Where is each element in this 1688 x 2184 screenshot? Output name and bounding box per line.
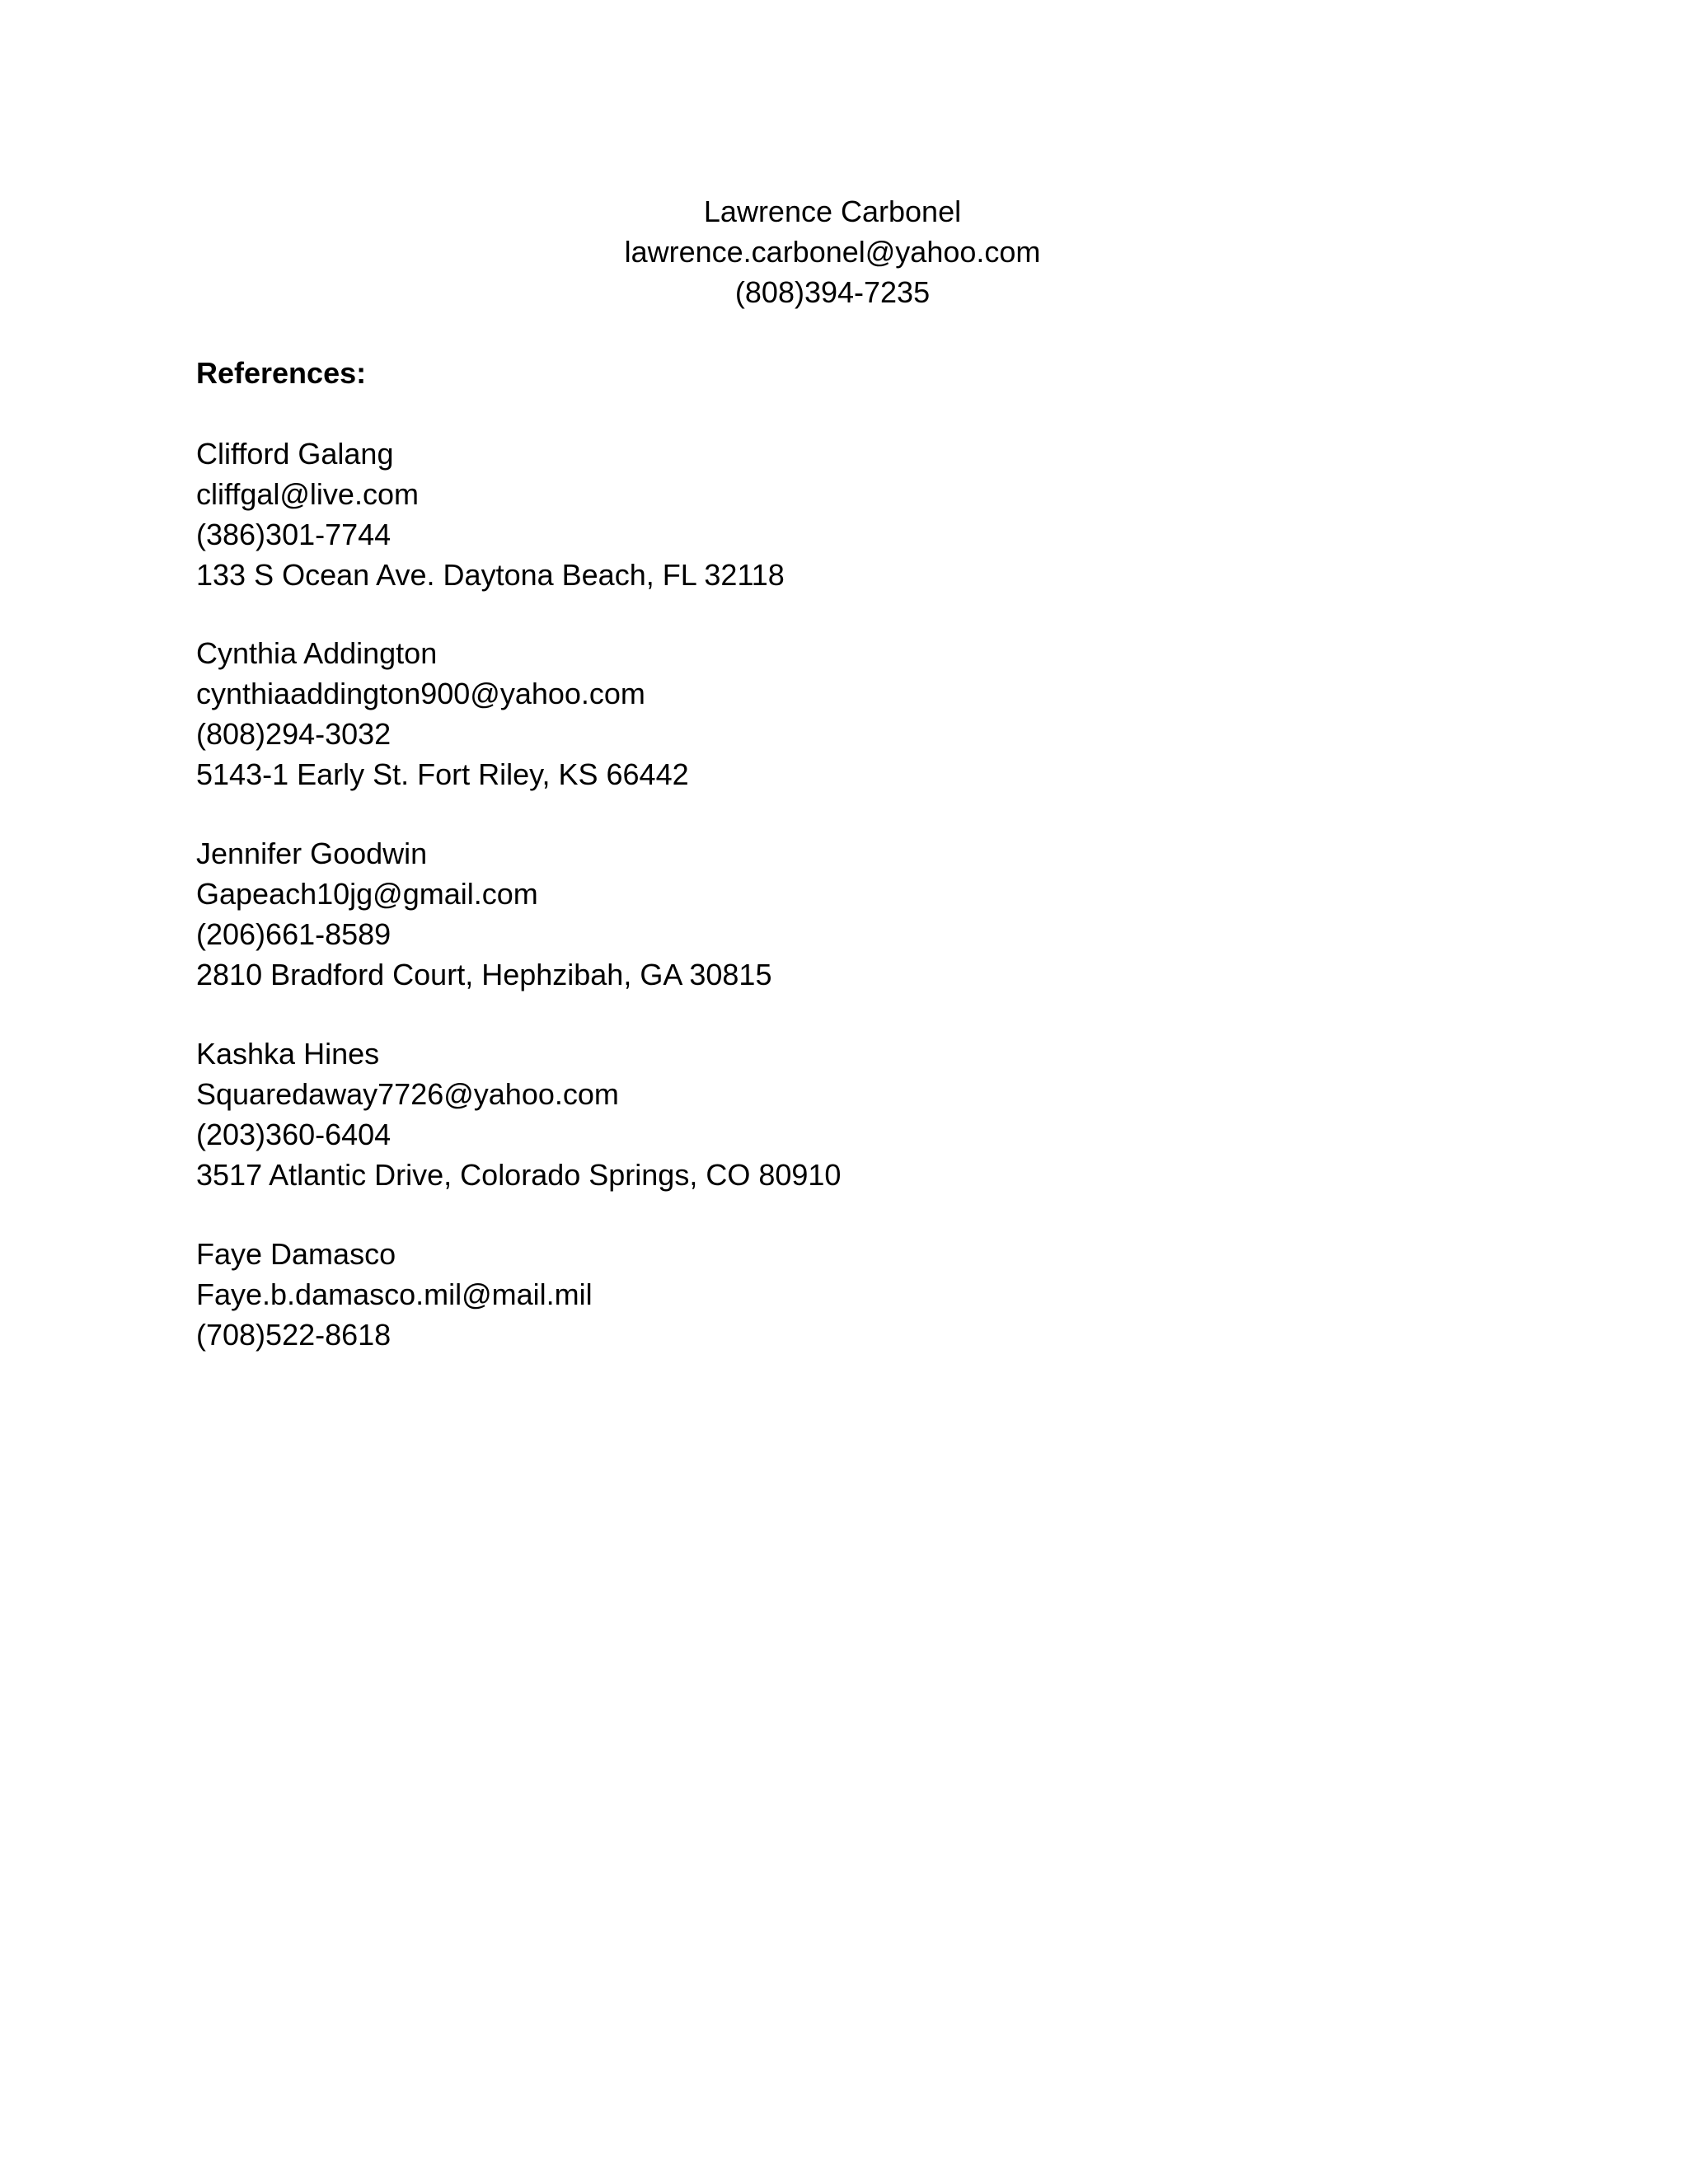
reference-phone: (808)294-3032 bbox=[196, 717, 392, 751]
contact-header bbox=[0, 191, 1665, 312]
reference-address: 133 S Ocean Ave. Daytona Beach, FL 32118 bbox=[196, 558, 785, 592]
reference-entry bbox=[196, 434, 785, 595]
reference-address: 3517 Atlantic Drive, Colorado Springs, CO 80910 bbox=[196, 1158, 842, 1192]
reference-email: Gapeach10jg@gmail.com bbox=[196, 877, 538, 911]
reference-name: Cynthia Addington bbox=[196, 636, 438, 670]
reference-name: Faye Damasco bbox=[196, 1237, 396, 1271]
reference-entry bbox=[196, 833, 771, 995]
reference-entry bbox=[196, 1033, 841, 1195]
applicant-email: lawrence.carbonel@yahoo.com bbox=[624, 235, 1041, 269]
reference-name: Kashka Hines bbox=[196, 1037, 380, 1071]
reference-entry bbox=[196, 633, 689, 794]
reference-name: Clifford Galang bbox=[196, 437, 394, 471]
reference-phone: (386)301-7744 bbox=[196, 518, 392, 551]
reference-phone: (203)360-6404 bbox=[196, 1118, 392, 1151]
reference-name: Jennifer Goodwin bbox=[196, 837, 428, 870]
applicant-name: Lawrence Carbonel bbox=[703, 194, 962, 228]
reference-entry bbox=[196, 1234, 593, 1355]
reference-phone: (206)661-8589 bbox=[196, 917, 392, 951]
reference-email: Squaredaway7726@yahoo.com bbox=[196, 1077, 619, 1111]
reference-email: Faye.b.damasco.mil@mail.mil bbox=[196, 1277, 593, 1311]
reference-address: 2810 Bradford Court, Hephzibah, GA 30815 bbox=[196, 958, 772, 991]
reference-phone: (708)522-8618 bbox=[196, 1318, 392, 1352]
reference-email: cynthiaaddington900@yahoo.com bbox=[196, 677, 645, 710]
reference-address: 5143-1 Early St. Fort Riley, KS 66442 bbox=[196, 757, 689, 791]
references-heading: References: bbox=[196, 356, 367, 390]
reference-email: cliffgal@live.com bbox=[196, 477, 419, 511]
applicant-phone: (808)394-7235 bbox=[734, 275, 931, 309]
